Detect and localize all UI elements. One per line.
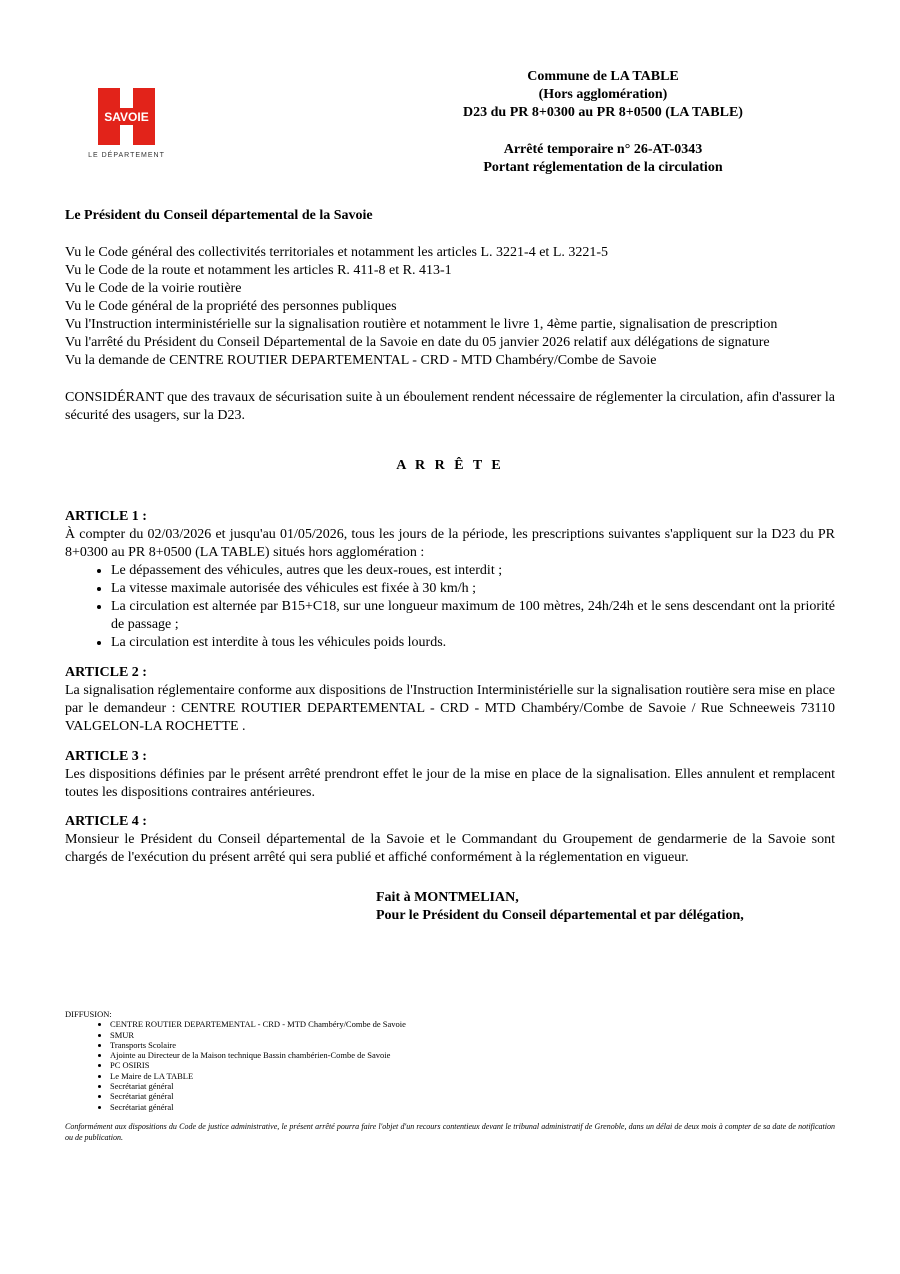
visa-item: Vu le Code général des collectivités territoriales et notamment les articles L. 3221-4 et L. 3221-5 xyxy=(65,245,609,260)
visa-item: Vu l'arrêté du Président du Conseil Départemental de la Savoie en date du 05 janvier 2026 relatif aux délégations de signature xyxy=(65,335,770,350)
diffusion-block xyxy=(65,1009,835,1112)
decree-heading: A R R Ê T E xyxy=(396,458,504,473)
article-prescriptions-list xyxy=(65,562,835,652)
article-1 xyxy=(65,508,835,652)
prescription-item: • Le dépassement des véhicules, autres que les deux-roues, est interdit ; xyxy=(111,562,835,580)
visa-item: Vu le Code de la route et notamment les articles R. 411-8 et R. 413-1 xyxy=(65,263,452,278)
article-4 xyxy=(65,813,835,867)
article-label: ARTICLE 3 : xyxy=(65,749,147,764)
authority-title: Le Président du Conseil départemental de la Savoie xyxy=(65,208,373,223)
diffusion-recipient: • Secrétariat général xyxy=(110,1102,835,1112)
logo-square-bottom-left xyxy=(98,125,120,145)
prescription-item: • La circulation est interdite à tous les véhicules poids lourds. xyxy=(111,634,835,652)
article-text: La signalisation réglementaire conforme aux dispositions de l'Instruction Interministérielle sur la signalisation routière sera mise en place par le demandeur : CENTRE ROUTIER DEPARTEMENTAL - CRD - MTD Chambéry/Combe de Savoie / Rue Schneeweis 73110 VALGELON-LA ROCHETTE . xyxy=(65,683,835,734)
diffusion-recipient: • Secrétariat général xyxy=(110,1081,835,1091)
prescription-item: • La vitesse maximale autorisée des véhicules est fixée à 30 km/h ; xyxy=(111,580,835,598)
signature-place: Fait à MONTMELIAN, xyxy=(376,890,519,905)
header-road-section: D23 du PR 8+0300 au PR 8+0500 (LA TABLE) xyxy=(463,105,743,120)
visa-item: Vu le Code général de la propriété des personnes publiques xyxy=(65,299,397,314)
signature-block xyxy=(376,889,744,925)
article-label: ARTICLE 1 : xyxy=(65,509,147,524)
diffusion-recipient: • CENTRE ROUTIER DEPARTEMENTAL - CRD - MTD Chambéry/Combe de Savoie xyxy=(110,1019,835,1029)
diffusion-list xyxy=(65,1019,835,1112)
diffusion-label: DIFFUSION: xyxy=(65,1009,112,1019)
logo-name: SAVOIE xyxy=(104,110,149,124)
article-text: Les dispositions définies par le présent arrêté prendront effet le jour de la mise en place de la signalisation. Elles annulent et remplacent toutes les dispositions contraires antérieures. xyxy=(65,767,835,800)
header-subject: Portant réglementation de la circulation xyxy=(483,160,723,175)
diffusion-recipient: • Secrétariat général xyxy=(110,1091,835,1101)
header-commune: Commune de LA TABLE xyxy=(527,69,679,84)
article-2 xyxy=(65,664,835,736)
header-location-type: (Hors agglomération) xyxy=(538,87,668,102)
diffusion-recipient: • SMUR xyxy=(110,1030,835,1040)
header-arrete-number: Arrêté temporaire n° 26-AT-0343 xyxy=(503,142,703,157)
diffusion-recipient: • Transports Scolaire xyxy=(110,1040,835,1050)
logo-subtitle: LE DÉPARTEMENT xyxy=(88,152,165,159)
article-text: Monsieur le Président du Conseil départemental de la Savoie et le Commandant du Groupement de gendarmerie de la Savoie sont chargés de l'exécution du présent arrêté qui sera publié et affiché conformément à la réglementation en vigueur. xyxy=(65,832,835,865)
signature-delegation: Pour le Président du Conseil départemental et par délégation, xyxy=(376,908,744,923)
logo-square-top-right xyxy=(133,88,155,108)
article-3 xyxy=(65,748,835,802)
diffusion-recipient: • Ajointe au Directeur de la Maison technique Bassin chambérien-Combe de Savoie xyxy=(110,1050,835,1060)
logo-square-top-left xyxy=(98,88,120,108)
header-spacer xyxy=(350,122,856,141)
document-header xyxy=(350,68,856,177)
article-label: ARTICLE 4 : xyxy=(65,814,147,829)
diffusion-recipient: • Le Maire de LA TABLE xyxy=(110,1071,835,1081)
visa-item: Vu l'Instruction interministérielle sur la signalisation routière et notamment le livre 1, 4ème partie, signalisation de prescription xyxy=(65,317,778,332)
diffusion-recipient: • PC OSIRIS xyxy=(110,1060,835,1070)
logo-square-bottom-right xyxy=(133,125,155,145)
legal-notice: Conformément aux dispositions du Code de justice administrative, le présent arrêté pourra faire l'objet d'un recours contentieux devant le tribunal administratif de Grenoble, dans un délai de deux mois à compter de sa date de notification ou de publication. xyxy=(65,1122,835,1142)
prescription-item: • La circulation est alternée par B15+C18, sur une longueur maximum de 100 mètres, 24h/24h et le sens descendant ont la priorité de passage ; xyxy=(111,598,835,634)
visa-item: Vu la demande de CENTRE ROUTIER DEPARTEMENTAL - CRD - MTD Chambéry/Combe de Savoie xyxy=(65,353,657,368)
article-text: À compter du 02/03/2026 et jusqu'au 01/05/2026, tous les jours de la période, les prescriptions suivantes s'appliquent sur la D23 du PR 8+0300 au PR 8+0500 (LA TABLE) situés hors agglomération : xyxy=(65,527,835,560)
considerant-paragraph: CONSIDÉRANT que des travaux de sécurisation suite à un éboulement rendent nécessaire de réglementer la circulation, afin d'assurer la sécurité des usagers, sur la D23. xyxy=(65,390,835,423)
savoie-department-logo xyxy=(84,86,174,166)
visa-item: Vu le Code de la voirie routière xyxy=(65,281,242,296)
article-label: ARTICLE 2 : xyxy=(65,665,147,680)
visas-list xyxy=(65,244,840,370)
